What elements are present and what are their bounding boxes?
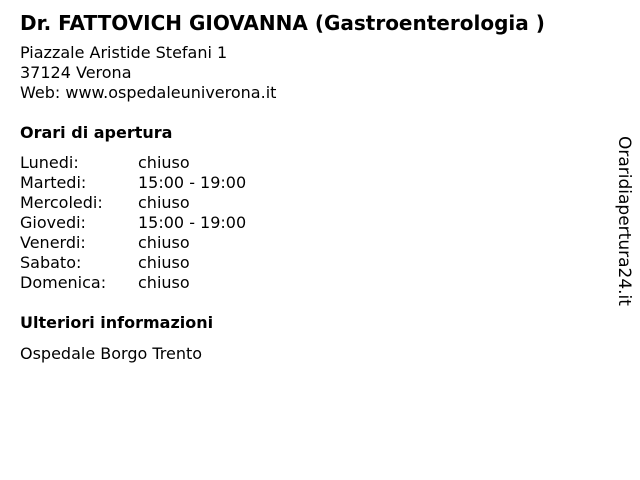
day-label: Sabato: [20,253,82,272]
day-hours: chiuso [138,253,190,272]
day-hours: 15:00 - 19:00 [138,213,247,232]
watermark-text: Oraridiapertura24.it [614,136,634,306]
more-info-text: Ospedale Borgo Trento [20,344,203,363]
page-title: Dr. FATTOVICH GIOVANNA (Gastroenterologia ) [20,11,545,35]
day-hours: chiuso [138,193,190,212]
day-label: Domenica: [20,273,107,292]
day-label: Lunedi: [20,153,79,172]
day-hours: chiuso [138,233,190,252]
address-web: Web: www.ospedaleuniverona.it [20,83,277,102]
day-label: Mercoledi: [20,193,103,212]
more-info-heading: Ulteriori informazioni [20,313,214,332]
site-watermark [612,136,636,308]
day-label: Giovedi: [20,213,86,232]
day-hours: 15:00 - 19:00 [138,173,247,192]
day-label: Venerdi: [20,233,86,252]
address-street: Piazzale Aristide Stefani 1 [20,43,228,62]
day-hours: chiuso [138,153,190,172]
address-block [20,43,276,103]
day-hours: chiuso [138,273,190,292]
address-city: 37124 Verona [20,63,132,82]
opening-hours-heading: Orari di apertura [20,123,173,142]
day-label: Martedi: [20,173,87,192]
